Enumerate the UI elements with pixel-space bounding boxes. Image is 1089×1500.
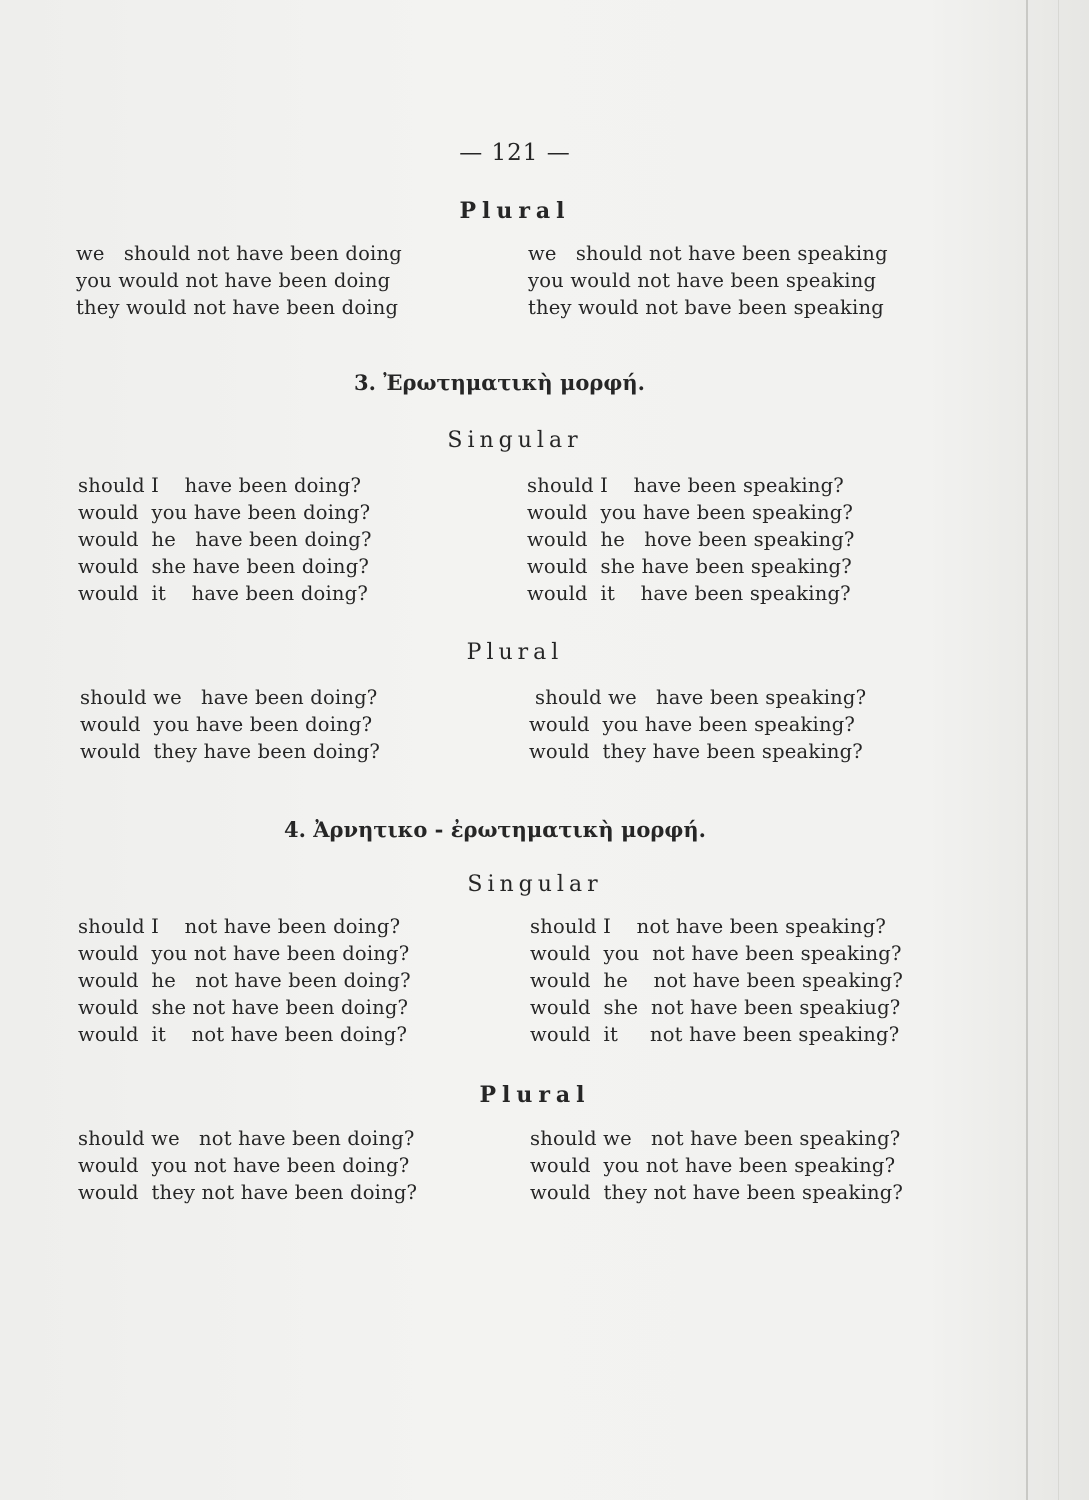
row-right: should I not have been speaking?: [530, 915, 887, 938]
heading-singular-1: Singular: [447, 428, 583, 453]
row-left: would they not have been doing?: [78, 1181, 418, 1204]
row-left: would you not have been doing?: [78, 942, 410, 965]
row-right: would it not have been speaking?: [530, 1023, 900, 1046]
row-left: would they have been doing?: [80, 740, 381, 763]
page-edge-line: [1026, 0, 1028, 1500]
heading-plural-1: Plural: [459, 198, 571, 224]
row-left: would you have been doing?: [78, 501, 371, 524]
row-left: would it not have been doing?: [78, 1023, 408, 1046]
row-right: you would not have been speaking: [528, 269, 877, 292]
row-right: should I have been speaking?: [527, 474, 844, 497]
row-left: should I not have been doing?: [78, 915, 401, 938]
row-right: would you have been speaking?: [527, 501, 854, 524]
heading-plural-3: Plural: [479, 1082, 591, 1108]
row-right: would it have been speaking?: [527, 582, 851, 605]
page-edge-line-outer: [1058, 0, 1059, 1500]
row-left: should we not have been doing?: [78, 1127, 415, 1150]
row-left: you would not have been doing: [76, 269, 391, 292]
section-title-4: 4. Ἀρνητικο - ἐρωτηματικὴ μορφή.: [284, 817, 706, 842]
heading-singular-2: Singular: [467, 872, 603, 897]
row-left: should I have been doing?: [78, 474, 362, 497]
row-right: would they not have been speaking?: [530, 1181, 904, 1204]
row-right: would he not have been speaking?: [530, 969, 903, 992]
row-left: they would not have been doing: [76, 296, 399, 319]
row-left: would you have been doing?: [80, 713, 373, 736]
row-right: would you not have been speaking?: [530, 1154, 896, 1177]
row-right: would you not have been speaking?: [530, 942, 902, 965]
row-right: should we have been speaking?: [535, 686, 867, 709]
row-right: would she have been speaking?: [527, 555, 852, 578]
row-left: would she not have been doing?: [78, 996, 409, 1019]
row-right: would they have been speaking?: [529, 740, 863, 763]
row-right: would she not have been speakiug?: [530, 996, 901, 1019]
section-title-3: 3. Ἐρωτηματικὴ μορφή.: [354, 370, 645, 395]
row-right: we should not have been speaking: [528, 242, 888, 265]
row-right: would you have been speaking?: [529, 713, 856, 736]
row-left: we should not have been doing: [76, 242, 402, 265]
row-left: would he have been doing?: [78, 528, 372, 551]
row-left: would you not have been doing?: [78, 1154, 410, 1177]
row-right: they would not bave been speaking: [528, 296, 884, 319]
row-left: should we have been doing?: [80, 686, 378, 709]
row-left: would he not have been doing?: [78, 969, 411, 992]
row-left: would she have been doing?: [78, 555, 370, 578]
page-number: — 121 —: [459, 140, 571, 166]
row-right: should we not have been speaking?: [530, 1127, 901, 1150]
row-right: would he hove been speaking?: [527, 528, 855, 551]
heading-plural-2: Plural: [466, 640, 564, 665]
row-left: would it have been doing?: [78, 582, 368, 605]
